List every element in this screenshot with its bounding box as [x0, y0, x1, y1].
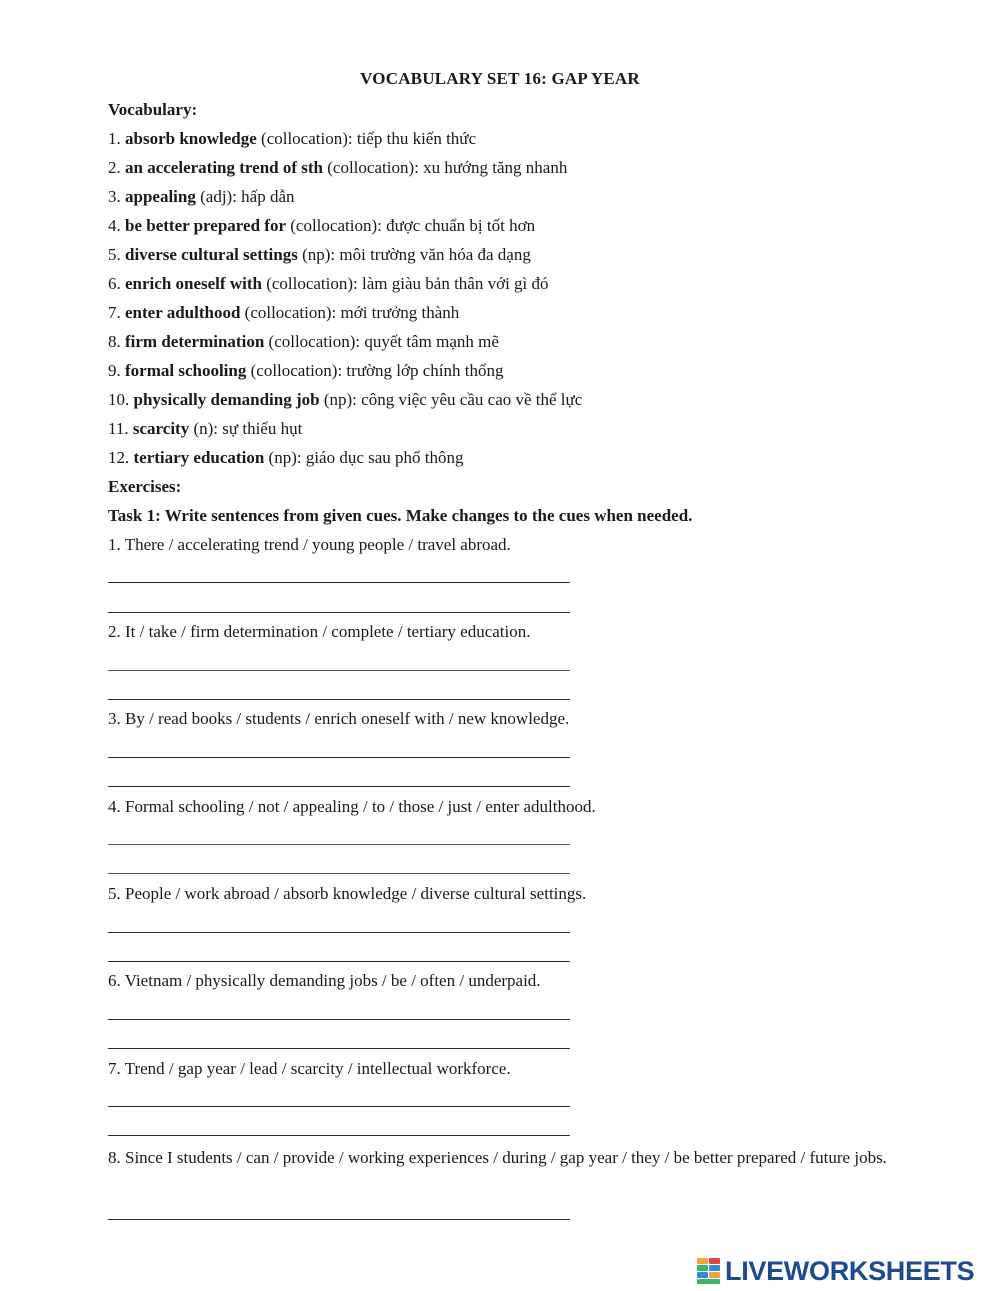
- vocab-item: 9. formal schooling (collocation): trường lớp chính thống: [108, 361, 504, 380]
- answer-line[interactable]: [108, 612, 570, 613]
- answer-line[interactable]: [108, 786, 570, 787]
- liveworksheets-logo-icon: [697, 1258, 721, 1284]
- vocab-item: 1. absorb knowledge (collocation): tiếp thu kiến thức: [108, 129, 477, 148]
- question-6: 6. Vietnam / physically demanding jobs / be / often / underpaid.: [108, 971, 541, 990]
- answer-line[interactable]: [108, 873, 570, 874]
- question-2: 2. It / take / firm determination / complete / tertiary education.: [108, 622, 531, 641]
- exercises-heading: Exercises:: [108, 477, 182, 496]
- answer-line[interactable]: [108, 1135, 570, 1136]
- answer-line[interactable]: [108, 1106, 570, 1107]
- answer-line[interactable]: [108, 932, 570, 933]
- answer-line[interactable]: [108, 699, 570, 700]
- vocab-item: 10. physically demanding job (np): công việc yêu cầu cao về thể lực: [108, 390, 583, 409]
- vocab-item: 6. enrich oneself with (collocation): làm giàu bản thân với gì đó: [108, 274, 549, 293]
- task-1-instruction: Task 1: Write sentences from given cues. Make changes to the cues when needed.: [108, 506, 693, 525]
- answer-line[interactable]: [108, 844, 570, 845]
- question-7: 7. Trend / gap year / lead / scarcity / intellectual workforce.: [108, 1059, 511, 1078]
- vocab-item: 7. enter adulthood (collocation): mới trưởng thành: [108, 303, 460, 322]
- answer-line[interactable]: [108, 670, 570, 671]
- vocab-item: 4. be better prepared for (collocation): được chuẩn bị tốt hơn: [108, 216, 536, 235]
- answer-line[interactable]: [108, 961, 570, 962]
- answer-line[interactable]: [108, 1219, 570, 1220]
- liveworksheets-logo: [697, 1256, 974, 1286]
- answer-line[interactable]: [108, 1019, 570, 1020]
- answer-line[interactable]: [108, 582, 570, 583]
- vocab-item: 5. diverse cultural settings (np): môi trường văn hóa đa dạng: [108, 245, 531, 264]
- vocab-item: 12. tertiary education (np): giáo dục sau phổ thông: [108, 448, 464, 467]
- vocabulary-heading: Vocabulary:: [108, 100, 198, 119]
- vocab-item: 3. appealing (adj): hấp dẫn: [108, 187, 295, 206]
- vocab-item: 2. an accelerating trend of sth (collocation): xu hướng tăng nhanh: [108, 158, 568, 177]
- logo-text: LIVEWORKSHEETS: [725, 1255, 975, 1286]
- question-5: 5. People / work abroad / absorb knowledge / diverse cultural settings.: [108, 884, 587, 903]
- question-4: 4. Formal schooling / not / appealing / to / those / just / enter adulthood.: [108, 797, 596, 816]
- page-title: VOCABULARY SET 16: GAP YEAR: [360, 69, 640, 88]
- vocab-item: 8. firm determination (collocation): quyết tâm mạnh mẽ: [108, 332, 499, 351]
- question-1: 1. There / accelerating trend / young people / travel abroad.: [108, 535, 511, 554]
- question-3: 3. By / read books / students / enrich oneself with / new knowledge.: [108, 709, 570, 728]
- question-8: 8. Since I students / can / provide / working experiences / during / gap year / they / be better prepared / future jobs.: [108, 1148, 887, 1167]
- answer-line[interactable]: [108, 757, 570, 758]
- vocab-item: 11. scarcity (n): sự thiếu hụt: [108, 419, 303, 438]
- answer-line[interactable]: [108, 1048, 570, 1049]
